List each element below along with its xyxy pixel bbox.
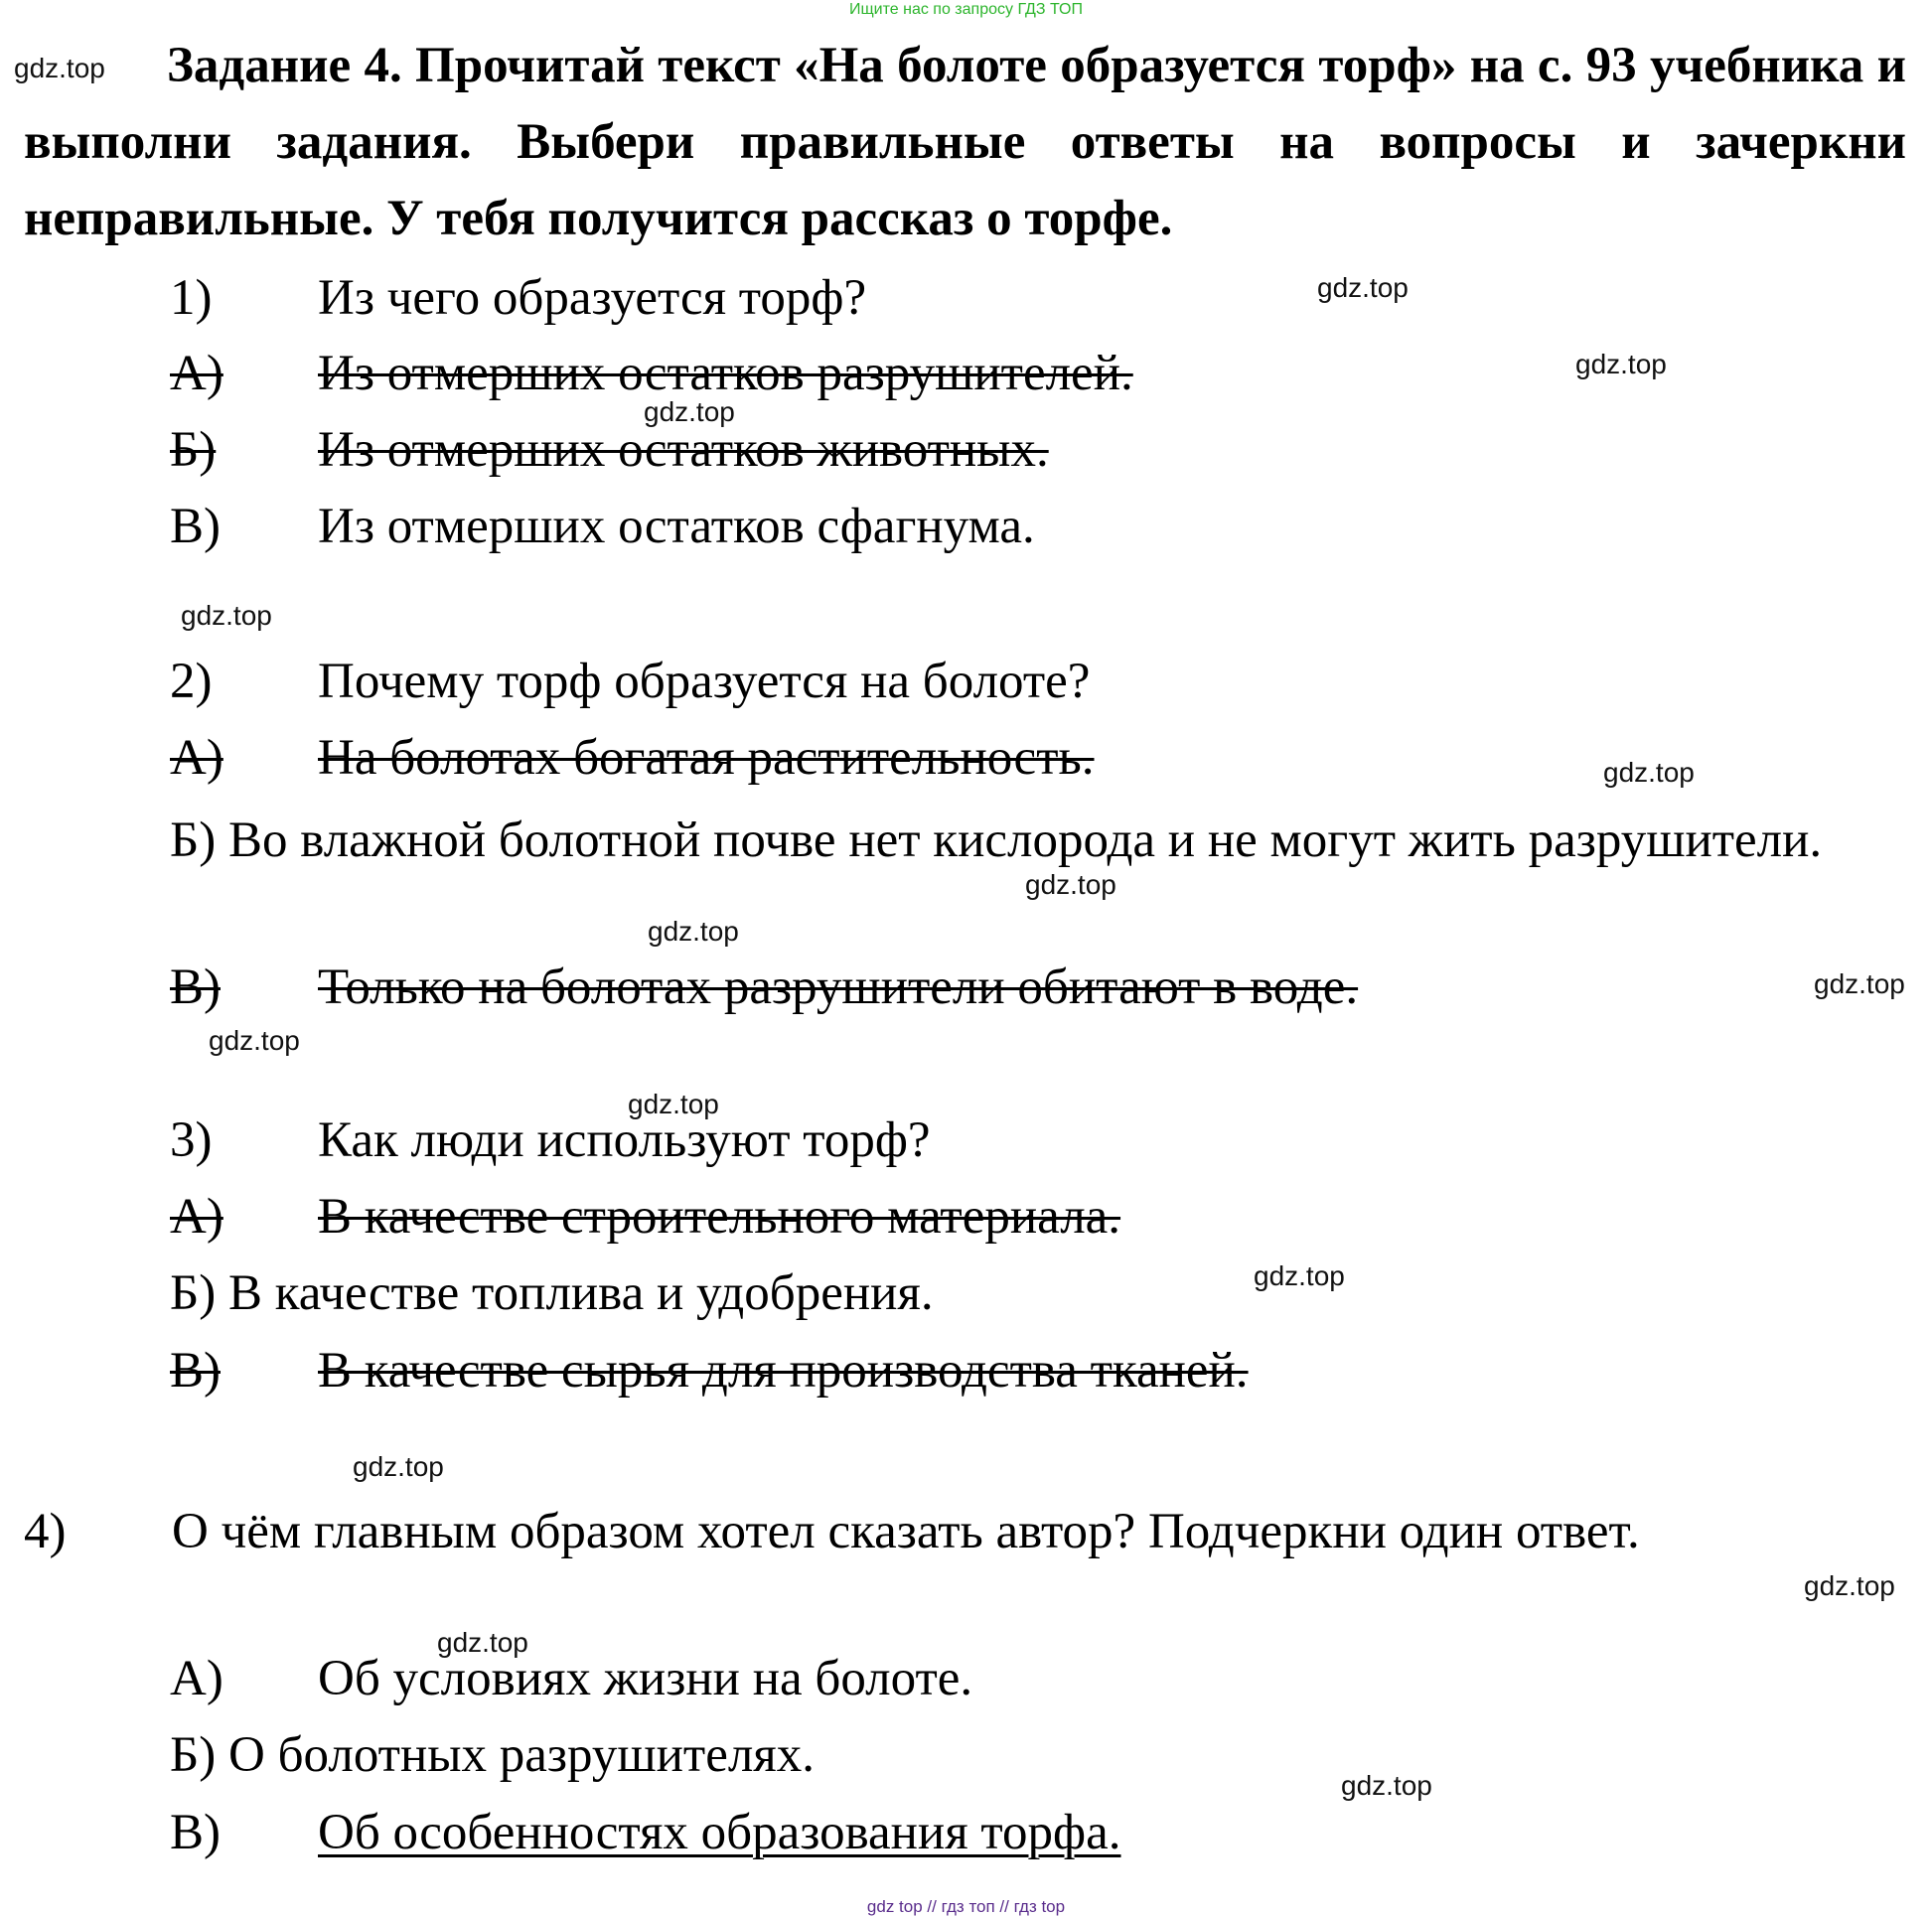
- question-text: О чём главным образом хотел сказать автор? Подчеркни один ответ.: [172, 1504, 1640, 1559]
- answer-option-correct: [170, 1263, 934, 1323]
- watermark: gdz.top: [1603, 757, 1695, 788]
- option-letter: Б): [170, 422, 217, 478]
- watermark: gdz.top: [181, 600, 272, 631]
- option-text: Об условиях жизни на болоте.: [318, 1651, 973, 1706]
- watermark: gdz.top: [628, 1089, 719, 1119]
- option-text: Из отмерших остатков животных.: [318, 422, 1049, 478]
- answer-option-correct: [24, 803, 1906, 879]
- question-text: Из чего образуется торф?: [318, 270, 867, 326]
- question-number: 4): [24, 1504, 67, 1559]
- option-letter: А): [170, 1651, 223, 1706]
- option-letter: А): [170, 346, 223, 401]
- watermark: gdz.top: [353, 1451, 444, 1482]
- watermark: gdz.top: [1804, 1570, 1895, 1601]
- option-letter: В): [170, 1805, 221, 1860]
- question-number: 3): [170, 1112, 213, 1168]
- watermark: gdz.top: [648, 916, 739, 947]
- option-full-text: Б) В качестве топлива и удобрения.: [170, 1265, 934, 1321]
- option-letter: В): [170, 499, 221, 554]
- watermark: gdz.top: [1025, 869, 1116, 900]
- watermark: gdz.top: [1341, 1770, 1432, 1801]
- option-text: Об особенностях образования торфа.: [318, 1805, 1121, 1860]
- question-number: 1): [170, 270, 213, 326]
- watermark: gdz.top: [1575, 349, 1667, 379]
- watermark: gdz.top: [1814, 968, 1905, 999]
- task-heading-text: Задание 4. Прочитай текст «На болоте образуется торф» на с. 93 учебника и выполни задания. Выбери правильные ответы на вопросы и зачеркни неправильные. У тебя получится рассказ о торфе.: [24, 38, 1906, 246]
- watermark: gdz.top: [644, 396, 735, 427]
- option-text: Только на болотах разрушители обитают в воде.: [318, 959, 1359, 1015]
- option-full-text: Б) О болотных разрушителях.: [170, 1727, 816, 1783]
- option-letter: А): [170, 1189, 223, 1245]
- top-banner[interactable]: Ищите нас по запросу ГДЗ ТОП: [849, 1, 1083, 18]
- watermark: gdz.top: [209, 1025, 300, 1056]
- watermark: gdz.top: [437, 1627, 528, 1658]
- option-full-text: Б) Во влажной болотной почве нет кислорода и не могут жить разрушители.: [170, 812, 1823, 868]
- question-text: Почему торф образуется на болоте?: [318, 654, 1091, 709]
- option-text: В качестве сырья для производства тканей.: [318, 1343, 1249, 1399]
- watermark: gdz.top: [1254, 1260, 1345, 1291]
- task-heading: [24, 28, 1906, 257]
- watermark: gdz.top: [14, 53, 105, 83]
- option-text: В качестве строительного материала.: [318, 1189, 1121, 1245]
- option-text: Из отмерших остатков сфагнума.: [318, 499, 1035, 554]
- option-text: На болотах богатая растительность.: [318, 730, 1095, 786]
- option-text: Из отмерших остатков разрушителей.: [318, 346, 1133, 401]
- question-number: 2): [170, 654, 213, 709]
- question-text: Как люди используют торф?: [318, 1112, 931, 1168]
- option-letter: А): [170, 730, 223, 786]
- option-letter: В): [170, 959, 221, 1015]
- question-4: [24, 1494, 1906, 1570]
- watermark: gdz.top: [1317, 272, 1409, 303]
- answer-option: [170, 1725, 815, 1785]
- option-letter: В): [170, 1343, 221, 1399]
- bottom-banner[interactable]: gdz top // гдз топ // гдз top: [866, 1897, 1066, 1916]
